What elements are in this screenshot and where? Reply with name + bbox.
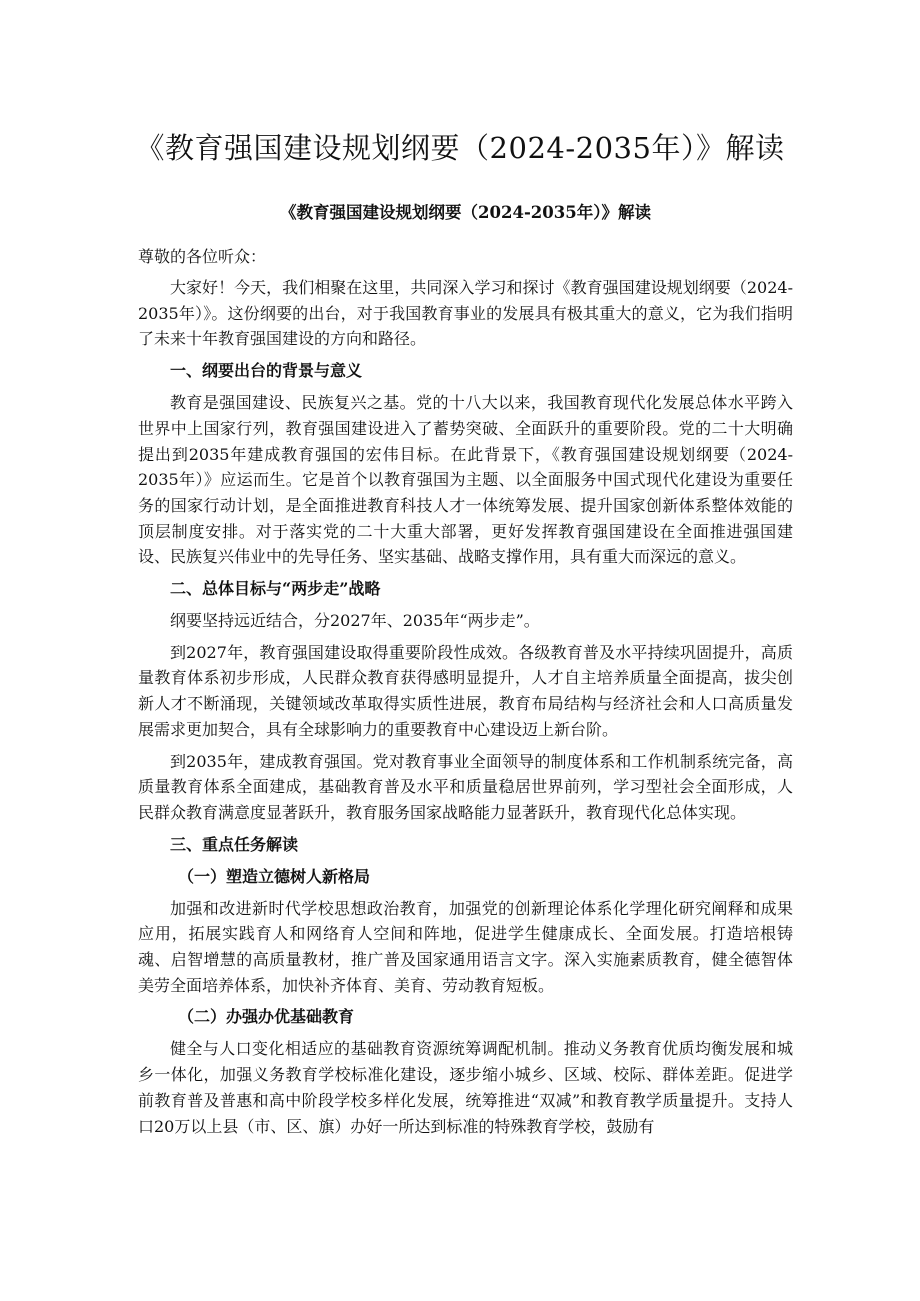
moral-education-paragraph: 加强和改进新时代学校思想政治教育，加强党的创新理论体系化学理化研究阐释和成果应用，拓展实践育人和网络育人空间和阵地，促进学生健康成长、全面发展。打造培根铸魂、启智增慧的高质量教材，推广普及国家通用语言文字。深入实施素质教育，健全德智体美劳全面培养体系，加快补齐体育、美育、劳动教育短板。 xyxy=(138,898,793,995)
document-body xyxy=(138,200,793,1145)
document-subtitle: 《教育强国建设规划纲要（2024-2035年）》解读 xyxy=(280,203,651,222)
document-title: 《教育强国建设规划纲要（2024-2035年）》解读 xyxy=(135,131,785,165)
subsection-heading-basic-education: （二）办强办优基础教育 xyxy=(178,1007,355,1027)
section-heading-background: 一、纲要出台的背景与意义 xyxy=(170,361,363,381)
intro-paragraph: 大家好！今天，我们相聚在这里，共同深入学习和探讨《教育强国建设规划纲要（2024-2035年）》。这份纲要的出台，对于我国教育事业的发展具有极其重大的意义，它为我们指明了未来十年教育强国建设的方向和路径。 xyxy=(138,278,793,349)
basic-education-paragraph: 健全与人口变化相适应的基础教育资源统筹调配机制。推动义务教育优质均衡发展和城乡一体化，加强义务教育学校标准化建设，逐步缩小城乡、区域、校际、群体差距。促进学前教育普及普惠和高中阶段学校多样化发展，统筹推进“双减”和教育教学质量提升。支持人口20万以上县（市、区、旗）办好一所达到标准的特殊教育学校，鼓励有 xyxy=(138,1039,793,1136)
goals-paragraph-overview: 纲要坚持远近结合，分2027年、2035年“两步走”。 xyxy=(170,611,540,631)
salutation: 尊敬的各位听众： xyxy=(138,247,267,266)
goals-paragraph-2035: 到2035年，建成教育强国。党对教育事业全面领导的制度体系和工作机制系统完备，高质量教育体系全面建成，基础教育普及水平和质量稳居世界前列，学习型社会全面形成，人民群众教育满意度显著跃升，教育服务国家战略能力显著跃升，教育现代化总体实现。 xyxy=(138,751,793,822)
section-background-paragraph: 教育是强国建设、民族复兴之基。党的十八大以来，我国教育现代化发展总体水平跨入世界中上国家行列，教育强国建设进入了蓄势突破、全面跃升的重要阶段。党的二十大明确提出到2035年建成教育强国的宏伟目标。在此背景下，《教育强国建设规划纲要（2024-2035年）》应运而生。它是首个以教育强国为主题、以全面服务中国式现代化建设为重要任务的国家行动计划，是全面推进教育科技人才一体统筹发展、提升国家创新体系整体效能的顶层制度安排。对于落实党的二十大重大部署，更好发挥教育强国建设在全面推进强国建设、民族复兴伟业中的先导任务、坚实基础、战略支撑作用，具有重大而深远的意义。 xyxy=(138,393,793,567)
section-heading-goals: 二、总体目标与“两步走”战略 xyxy=(170,579,381,599)
section-heading-tasks: 三、重点任务解读 xyxy=(170,834,299,854)
goals-paragraph-2027: 到2027年，教育强国建设取得重要阶段性成效。各级教育普及水平持续巩固提升，高质量教育体系初步形成，人民群众教育获得感明显提升，人才自主培养质量全面提高，拔尖创新人才不断涌现，关键领域改革取得实质性进展，教育布局结构与经济社会和人口高质量发展需求更加契合，具有全球影响力的重要教育中心建设迈上新台阶。 xyxy=(138,642,793,739)
subsection-heading-moral-education: （一）塑造立德树人新格局 xyxy=(178,866,371,886)
